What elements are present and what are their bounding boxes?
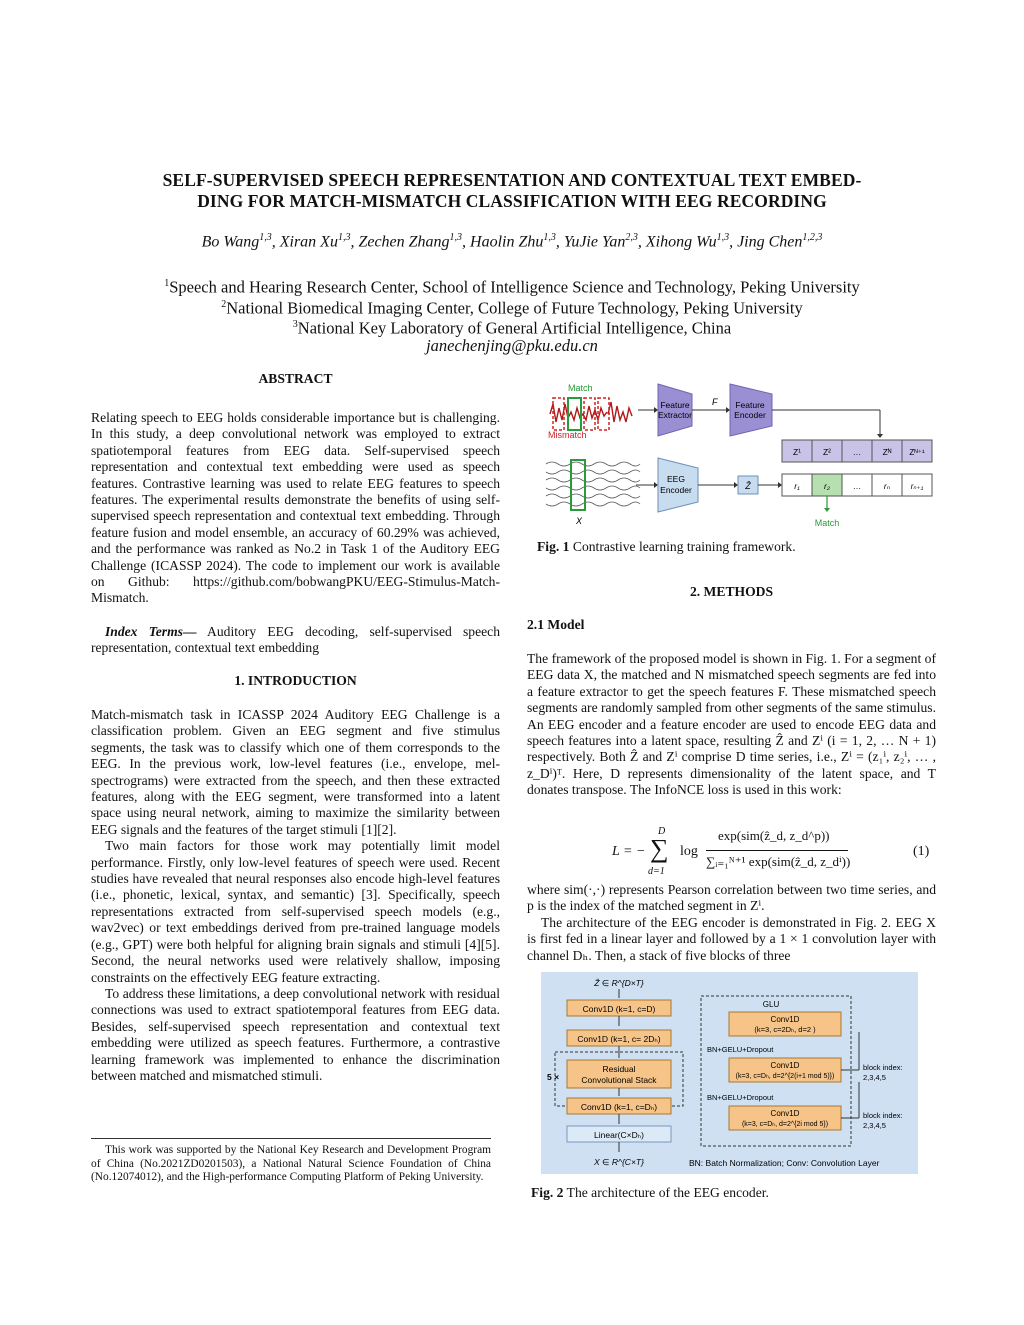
model-heading: 2.1 Model <box>527 617 585 632</box>
bn-label-2: BN+GELU+Dropout <box>707 1093 774 1102</box>
feature-encoder-label-2: Encoder <box>734 410 766 420</box>
author: Haolin Zhu <box>470 233 544 251</box>
glu-label: GLU <box>762 1000 780 1009</box>
block-index-label-1: block index: <box>863 1063 903 1072</box>
author: Xihong Wu <box>645 233 717 251</box>
r-cell: r₁ <box>794 481 800 491</box>
equation-log: log <box>680 844 698 859</box>
author: Jing Chen <box>737 233 803 251</box>
feature-extractor-label-2: Extractor <box>657 410 693 420</box>
footnote: This work was supported by the National Key Research and Development Program of China (No.2021ZD0201503), a National Natural Science Foundation of China (No.12074012), and the High-performance Computing Platform of Peking University. <box>91 1144 491 1184</box>
zhat-dim-label: Ẑ ∈ R^{D×T} <box>594 978 644 988</box>
affiliation-2: $^2$National Biomedical Imaging Center, College of Future Technology, Peking University <box>221 298 803 318</box>
title-line-2: DING FOR MATCH-MISMATCH CLASSIFICATION WITH EEG RECORDING <box>197 191 827 211</box>
footnote-rule <box>91 1138 491 1139</box>
title-line-1: SELF-SUPERVISED SPEECH REPRESENTATION AND CONTEXTUAL TEXT EMBED- <box>162 170 862 190</box>
author: YuJie Yan <box>563 233 626 251</box>
x-label: X <box>576 516 583 526</box>
equation-lhs: L = − <box>612 844 646 859</box>
author: Bo Wang <box>201 233 260 251</box>
residual-label-2: Convolutional Stack <box>581 1075 657 1085</box>
r-cell: … <box>852 481 862 491</box>
equation-denominator: ∑ᵢ₌₁ᴺ⁺¹ exp(sim(ẑ_d, z_dⁱ)) <box>706 854 851 869</box>
zhat-label: Ẑ <box>745 481 751 491</box>
audio-waveform <box>548 398 634 430</box>
r-cell: rₙ₊₁ <box>910 482 924 491</box>
figure-1-caption: Fig. 1 Contrastive learning training framework. <box>537 539 796 554</box>
intro-paragraph-3: To address these limitations, a deep convolutional network with residual connections was used to extract spatiotemporal features from EEG data. Besides, self-supervised speech representation and contextual text embedding were utilized as speech features. Furthermore, a contrastive learning framework was implemented to enhance the discrimination between matched and mismatched stimuli. <box>91 985 500 1083</box>
r-cell: r₂ <box>823 481 831 491</box>
conv-top-label: Conv1D (k=1, c=D) <box>582 1004 656 1014</box>
residual-label-1: Residual <box>602 1064 636 1074</box>
index-terms: Index Terms— Auditory EEG decoding, self-supervised speech representation, contextual text embedding <box>91 624 500 656</box>
mismatch-label: Mismatch <box>548 430 587 440</box>
author-list: Bo Wang$^{1,3}$, Xiran Xu$^{1,3}$, Zechen Zhang$^{1,3}$, Haolin Zhu$^{1,3}$, YuJie Yan$^{2,3}$, Xihong Wu$^{1,3}$, Jing Chen$^{1,2,3}$ <box>201 232 823 251</box>
f-label: F <box>712 397 718 407</box>
conv-a-label-2: (k=3, c=2Dₕ, d=2 ) <box>754 1025 816 1034</box>
abstract-heading: ABSTRACT <box>258 371 333 386</box>
block-index-values-1: 2,3,4,5 <box>863 1073 886 1082</box>
conv-b-label-2: (k=3, c=Dₕ, d=2^{2(i+1 mod 5)}) <box>735 1073 835 1080</box>
equation-fraction-bar <box>706 850 848 851</box>
block-index-label-2: block index: <box>863 1111 903 1120</box>
index-terms-label: Index Terms— <box>105 624 197 639</box>
eeg-traces <box>546 460 640 510</box>
conv-2dh-label: Conv1D (k=1, c= 2Dₕ) <box>577 1034 661 1044</box>
z-cell: Zᴺ⁺¹ <box>909 448 925 457</box>
equation-sum-bottom: d=1 <box>648 866 665 877</box>
abstract-text: Relating speech to EEG holds considerable importance but is challenging. In this study, a deep convolutional network was employed to extract spatiotemporal features from EEG data. Self-supervised speech representation and contextual text embedding were used as speech features. Contrastive learning was used to relate EEG features to speech features. The experimental results demonstrate the benefits of using self-supervised speech representation and contextual text embedding. Through feature fusion and model ensemble, an accuracy of 60.29% was achieved, and the performance was ranked as No.2 in Task 1 of the Auditory EEG Challenge (ICASSP 2024). The code to implement our work is available on Github: https://github.com/bobwangPKU/EEG-Stimulus-Match-Mismatch. <box>91 410 500 606</box>
z-cell: Z¹ <box>792 447 802 457</box>
methods-paragraph-1: The framework of the proposed model is shown in Fig. 1. For a segment of EEG data X, the matched and N mismatched speech segments are fed into a feature extractor to get the speech features F. These mismatched speech segments are randomly sampled from other segments of the same stimulus. An EEG encoder and a feature encoder are used to encode EEG data and speech features into a latent space, resulting Ẑ and Zⁱ (i = 1, 2, … N + 1) respectively. Both Ẑ and Zⁱ comprise D time series, i.e., Zⁱ = (z₁ⁱ, z₂ⁱ, … , z_Dⁱ)ᵀ. Here, D represents dimensionality of the latent space, and T donates transpose. The InfoNCE loss is used in this work: <box>527 651 936 798</box>
eeg-encoder-label-2: Encoder <box>660 485 692 495</box>
conv-b-label-1: Conv1D <box>770 1061 800 1070</box>
linear-label: Linear(C×Dₕ) <box>594 1130 644 1140</box>
email: janechenjing@pku.edu.cn <box>426 336 598 355</box>
intro-paragraph-1: Match-mismatch task in ICASSP 2024 Auditory EEG Challenge is a classification problem. Given an EEG segment and five stimulus segments, the task was to classify which one of them corresponds to the EEG. In the previous work, low-level features (i.e., envelope, mel-spectrograms) were extracted from the speech, and then these extracted features, along with the EEG segment, were transformed into a latent space using neural network, aiming to maximize the similarity between EEG signals and the features of the target stimuli [1][2]. <box>91 707 500 837</box>
feature-extractor-label-1: Feature <box>660 400 690 410</box>
author: Xiran Xu <box>279 233 338 251</box>
methods-body-2 <box>527 882 936 964</box>
conv-c-label-1: Conv1D <box>770 1109 800 1118</box>
methods-paragraph-2: where sim(·,·) represents Pearson correlation between two time series, and p is the index of the matched segment in Zⁱ. <box>527 882 936 914</box>
paper-title <box>90 170 934 212</box>
repeat-count: 5 × <box>547 1072 560 1082</box>
conv-a-label-1: Conv1D <box>770 1015 800 1024</box>
match-output-label: Match <box>814 518 840 528</box>
conv-c-label-2: (k=3, c=Dₕ, d=2^{2i mod 5}) <box>741 1121 829 1128</box>
block-index-values-2: 2,3,4,5 <box>863 1121 886 1130</box>
figure-2-caption: Fig. 2 The architecture of the EEG encoder. <box>531 1185 769 1200</box>
z-cell: … <box>852 447 862 457</box>
equation-1 <box>608 828 938 882</box>
z-cell: Zᴺ <box>882 447 892 457</box>
intro-body <box>91 707 500 1084</box>
affiliation-1: $^1$Speech and Hearing Research Center, School of Intelligence Science and Technology, Peking University <box>164 277 860 297</box>
r-cell: rₙ <box>883 481 891 491</box>
figure-2-legend: BN: Batch Normalization; Conv: Convolution Layer <box>689 1158 880 1168</box>
equation-numerator: exp(sim(ẑ_d, z_d^p)) <box>718 828 830 843</box>
intro-heading: 1. INTRODUCTION <box>234 673 357 688</box>
author: Zechen Zhang <box>358 233 450 251</box>
bn-label-1: BN+GELU+Dropout <box>707 1045 774 1054</box>
match-label: Match <box>568 383 593 393</box>
r-row <box>782 474 932 496</box>
figure-2 <box>541 972 918 1174</box>
affiliation-3: $^3$National Key Laboratory of General Artificial Intelligence, China <box>292 318 732 338</box>
methods-paragraph-3: The architecture of the EEG encoder is demonstrated in Fig. 2. EEG X is first fed in a linear layer and followed by a 1 × 1 convolution layer with channel Dₕ. Then, a stack of five blocks of three <box>527 914 936 963</box>
equation-number: (1) <box>913 844 930 859</box>
z-cell: Z² <box>822 447 832 457</box>
x-dim-label: X ∈ R^{C×T} <box>594 1157 644 1167</box>
intro-paragraph-2: Two main factors for those work may potentially limit model performance. Firstly, only low-level features of speech were used. Recent studies have revealed that neural responses also encode high-level features (i.e., phonetic, lexical, syntax, and semantic) [3]. Specifically, speech representations extracted from self-supervised speech models (e.g., wav2vec) or text embeddings derived from pre-trained language models (e.g., GPT) were both helpful for aligning brain signals and stimuli [4][5]. Second, the neural networks used were relatively shallow, imposing constraints on the effectively EEG feature extracting. <box>91 838 500 985</box>
feature-encoder-label-1: Feature <box>735 400 765 410</box>
eeg-encoder-label-1: EEG <box>667 474 685 484</box>
equation-sum-top: D <box>658 826 666 837</box>
conv-dh-label: Conv1D (k=1, c=Dₕ) <box>580 1102 658 1112</box>
z-row <box>782 440 932 462</box>
figure-1 <box>540 380 940 530</box>
equation-sum: ∑ <box>650 834 669 863</box>
methods-heading: 2. METHODS <box>689 584 774 599</box>
